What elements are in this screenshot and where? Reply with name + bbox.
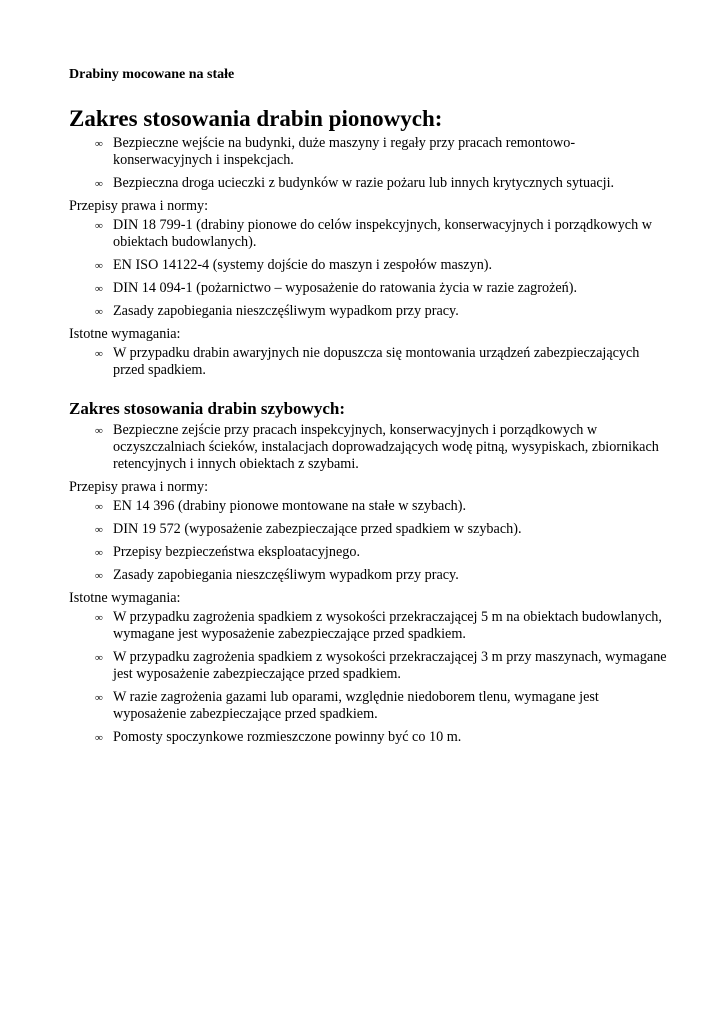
list-item (69, 217, 669, 251)
infinity-bullet-icon: ∞ (95, 348, 103, 360)
regulations-label: Przepisy prawa i normy: (69, 479, 209, 495)
list-item (69, 280, 669, 297)
list-item (69, 303, 669, 320)
list-item-text: Bezpieczne wejście na budynki, duże maszyny i regały przy pracach remontowo-konserwacyjnych i inspekcjach. (113, 135, 576, 168)
list-item-text: Przepisy bezpieczeństwa eksploatacyjnego. (113, 544, 360, 560)
infinity-bullet-icon: ∞ (95, 524, 103, 536)
list-item-text: DIN 14 094-1 (pożarnictwo – wyposażenie do ratowania życia w razie zagrożeń). (113, 280, 578, 296)
infinity-bullet-icon: ∞ (95, 692, 103, 704)
list-item (69, 649, 669, 683)
list-item (69, 609, 669, 643)
infinity-bullet-icon: ∞ (95, 547, 103, 559)
infinity-bullet-icon: ∞ (95, 652, 103, 664)
list-item-text: DIN 18 799-1 (drabiny pionowe do celów inspekcyjnych, konserwacyjnych i porządkowych w obiektach budowlanych). (113, 217, 652, 250)
list-item-text: W przypadku drabin awaryjnych nie dopuszcza się montowania urządzeń zabezpieczających przed spadkiem. (113, 345, 640, 378)
document-title: Drabiny mocowane na stałe (69, 67, 235, 82)
list-item-text: EN 14 396 (drabiny pionowe montowane na stałe w szybach). (113, 498, 467, 514)
list-item (69, 498, 669, 515)
list-item (69, 689, 669, 723)
list-item (69, 345, 669, 379)
list-item (69, 422, 669, 473)
infinity-bullet-icon: ∞ (95, 220, 103, 232)
vertical-ladders-requirements-list (69, 345, 669, 379)
list-item-text: Zasady zapobiegania nieszczęśliwym wypadkom przy pracy. (113, 567, 459, 583)
vertical-ladders-uses-list (69, 135, 669, 192)
infinity-bullet-icon: ∞ (95, 306, 103, 318)
infinity-bullet-icon: ∞ (95, 501, 103, 513)
vertical-ladders-regulations-list (69, 217, 669, 320)
list-item (69, 521, 669, 538)
list-item-text: W przypadku zagrożenia spadkiem z wysokości przekraczającej 3 m przy maszynach, wymagane jest wyposażenie zabezpieczające przed spadkiem. (113, 649, 667, 682)
list-item (69, 135, 669, 169)
list-item-text: W razie zagrożenia gazami lub oparami, względnie niedoborem tlenu, wymagane jest wyposażenie zabezpieczające przed spadkiem. (113, 689, 599, 722)
list-item (69, 175, 669, 192)
shaft-ladders-heading: Zakres stosowania drabin szybowych: (69, 399, 345, 418)
vertical-ladders-heading: Zakres stosowania drabin pionowych: (69, 106, 443, 131)
infinity-bullet-icon: ∞ (95, 260, 103, 272)
list-item-text: Bezpieczna droga ucieczki z budynków w razie pożaru lub innych krytycznych sytuacji. (113, 175, 615, 191)
shaft-ladders-requirements-list (69, 609, 669, 746)
list-item-text: DIN 19 572 (wyposażenie zabezpieczające przed spadkiem w szybach). (113, 521, 522, 537)
list-item (69, 567, 669, 584)
list-item (69, 257, 669, 274)
list-item (69, 729, 669, 746)
infinity-bullet-icon: ∞ (95, 612, 103, 624)
infinity-bullet-icon: ∞ (95, 425, 103, 437)
list-item-text: W przypadku zagrożenia spadkiem z wysokości przekraczającej 5 m na obiektach budowlanych, wymagane jest wyposażenie zabezpieczające przed spadkiem. (113, 609, 662, 642)
shaft-ladders-uses-list (69, 422, 669, 473)
list-item-text: Bezpieczne zejście przy pracach inspekcyjnych, konserwacyjnych i porządkowych w oczyszczalniach ścieków, instalacjach doprowadzających wodę pitną, wysypiskach, zbiornikach retencyjnych i innych obiektach z szybami. (113, 422, 659, 472)
list-item-text: Pomosty spoczynkowe rozmieszczone powinny być co 10 m. (113, 729, 462, 745)
infinity-bullet-icon: ∞ (95, 732, 103, 744)
infinity-bullet-icon: ∞ (95, 570, 103, 582)
infinity-bullet-icon: ∞ (95, 138, 103, 150)
list-item-text: EN ISO 14122-4 (systemy dojście do maszyn i zespołów maszyn). (113, 257, 493, 273)
infinity-bullet-icon: ∞ (95, 178, 103, 190)
document-page (69, 66, 669, 746)
requirements-label: Istotne wymagania: (69, 326, 181, 342)
regulations-label: Przepisy prawa i normy: (69, 198, 209, 214)
shaft-ladders-regulations-list (69, 498, 669, 584)
list-item (69, 544, 669, 561)
requirements-label: Istotne wymagania: (69, 590, 181, 606)
list-item-text: Zasady zapobiegania nieszczęśliwym wypadkom przy pracy. (113, 303, 459, 319)
infinity-bullet-icon: ∞ (95, 283, 103, 295)
